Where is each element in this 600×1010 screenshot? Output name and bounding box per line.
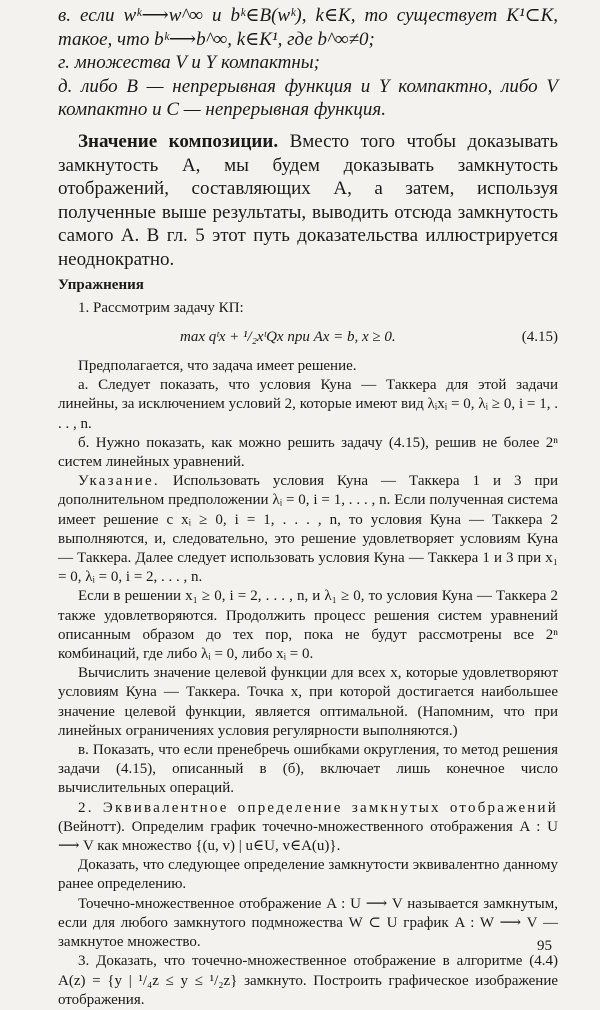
exercise-2 xyxy=(58,799,558,857)
solution-assumption: Предполагается, что задача имеет решение. xyxy=(78,358,357,374)
exercise-1a: а. Следует показать, что условия Куна — Таккера для этой задачи линейны, за исключением условий 2, которые имеют вид λᵢxᵢ = 0, λᵢ ≥ 0, i = 1, . . . , n. xyxy=(58,377,558,432)
hint-paragraph xyxy=(58,472,558,587)
exercise-1b: б. Нужно показать, как можно решить задачу (4.15), решив не более 2ⁿ систем линейных уравнений. xyxy=(58,434,558,471)
exercises-heading: Упражнения xyxy=(58,277,144,293)
exercise-2-text: (Вейнотт). Определим график точечно-множественного отображения A : U ⟶ V как множество {(u, v) | u∈U, v∈A(u)}. xyxy=(58,818,558,855)
item-v: в. если wᵏ⟶w^∞ и bᵏ∈B(wᵏ), k∈K, то существует K¹⊂K, такое, что bᵏ⟶b^∞, k∈K¹, где b^∞≠0; xyxy=(58,5,558,50)
if-solution-paragraph: Если в решении x₁ ≥ 0, i = 2, . . . , n, и λ₁ ≥ 0, то условия Куна — Таккера 2 также удовлетворяются. Продолжить процесс решения систем уравнений описанным образом до тех пор, пока не будут рассмотрены все 2ⁿ комбинаций, где либо λᵢ = 0, либо xᵢ = 0. xyxy=(58,588,558,663)
exercise-2-label: 2. Эквивалентное определение замкнутых отображений xyxy=(78,799,558,816)
conditions-list xyxy=(58,4,558,122)
exercise-1-intro: 1. Рассмотрим задачу КП: xyxy=(78,300,244,316)
formula-text: max qᵗx + ¹/₂xᵗQx при Ax = b, x ≥ 0. xyxy=(180,329,396,345)
item-g: г. множества V и Y компактны; xyxy=(58,52,320,73)
composition-paragraph xyxy=(58,130,558,271)
prove-paragraph: Доказать, что следующее определение замкнутости эквивалентно данному ранее определению. xyxy=(58,857,558,893)
composition-text: Вместо того чтобы доказывать замкнутость A, мы будем доказывать замкнутость отображений, составляющих A, а затем, используя полученные выше результаты, выводить отсюда замкнутость самого A. В гл. 5 этот путь доказательства иллюстрируется неоднократно. xyxy=(58,131,559,270)
exercise-1v: в. Показать, что если пренебречь ошибками округления, то метод решения задачи (4.15), описанный в (б), включает лишь конечное число вычислительных операций. xyxy=(58,742,558,797)
definition-paragraph: Точечно-множественное отображение A : U ⟶ V называется замкнутым, если для любого замкнутого подмножества W ⊂ U график A : W ⟶ V — замкнутое множество. xyxy=(58,895,558,951)
hint-label: Указание. xyxy=(78,473,160,490)
page-number: 95 xyxy=(537,938,552,954)
composition-section xyxy=(58,130,558,271)
exercises-body xyxy=(58,357,558,1010)
composition-heading: Значение композиции. xyxy=(78,131,279,152)
hint-text: Использовать условия Куна — Таккера 1 и 3 при дополнительном предположении λᵢ = 0, i = 1, . . . , n. Если полученная система имеет решение с xᵢ ≥ 0, i = 1, . . . , n, то условия Куна — Таккера 2 выполняются, и, следовательно, это решение удовлетворяет условиям Куна — Таккера. Далее следует использовать условия Куна — Таккера 1 и 3 при x₁ = 0, λᵢ = 0, i = 2, . . . , n. xyxy=(58,473,558,586)
formula-number: (4.15) xyxy=(521,329,558,345)
compute-paragraph: Вычислить значение целевой функции для всех x, которые удовлетворяют условиям Куна — Таккера. Точка x, при которой достигается наибольшее значение целевой функции, является оптимальной. (Напомним, что при линейных ограничениях условия регулярности выполняются.) xyxy=(58,665,558,739)
exercise-3: 3. Доказать, что точечно-множественное отображение в алгоритме (4.4) A(z) = {y | ¹/₄z ≤ y ≤ ¹/₂z} замкнуто. Построить графическое изображение отображения. xyxy=(58,953,558,1008)
item-d: д. либо B — непрерывная функция и Y компактно, либо V компактно и C — непрерывная функция. xyxy=(58,75,558,120)
